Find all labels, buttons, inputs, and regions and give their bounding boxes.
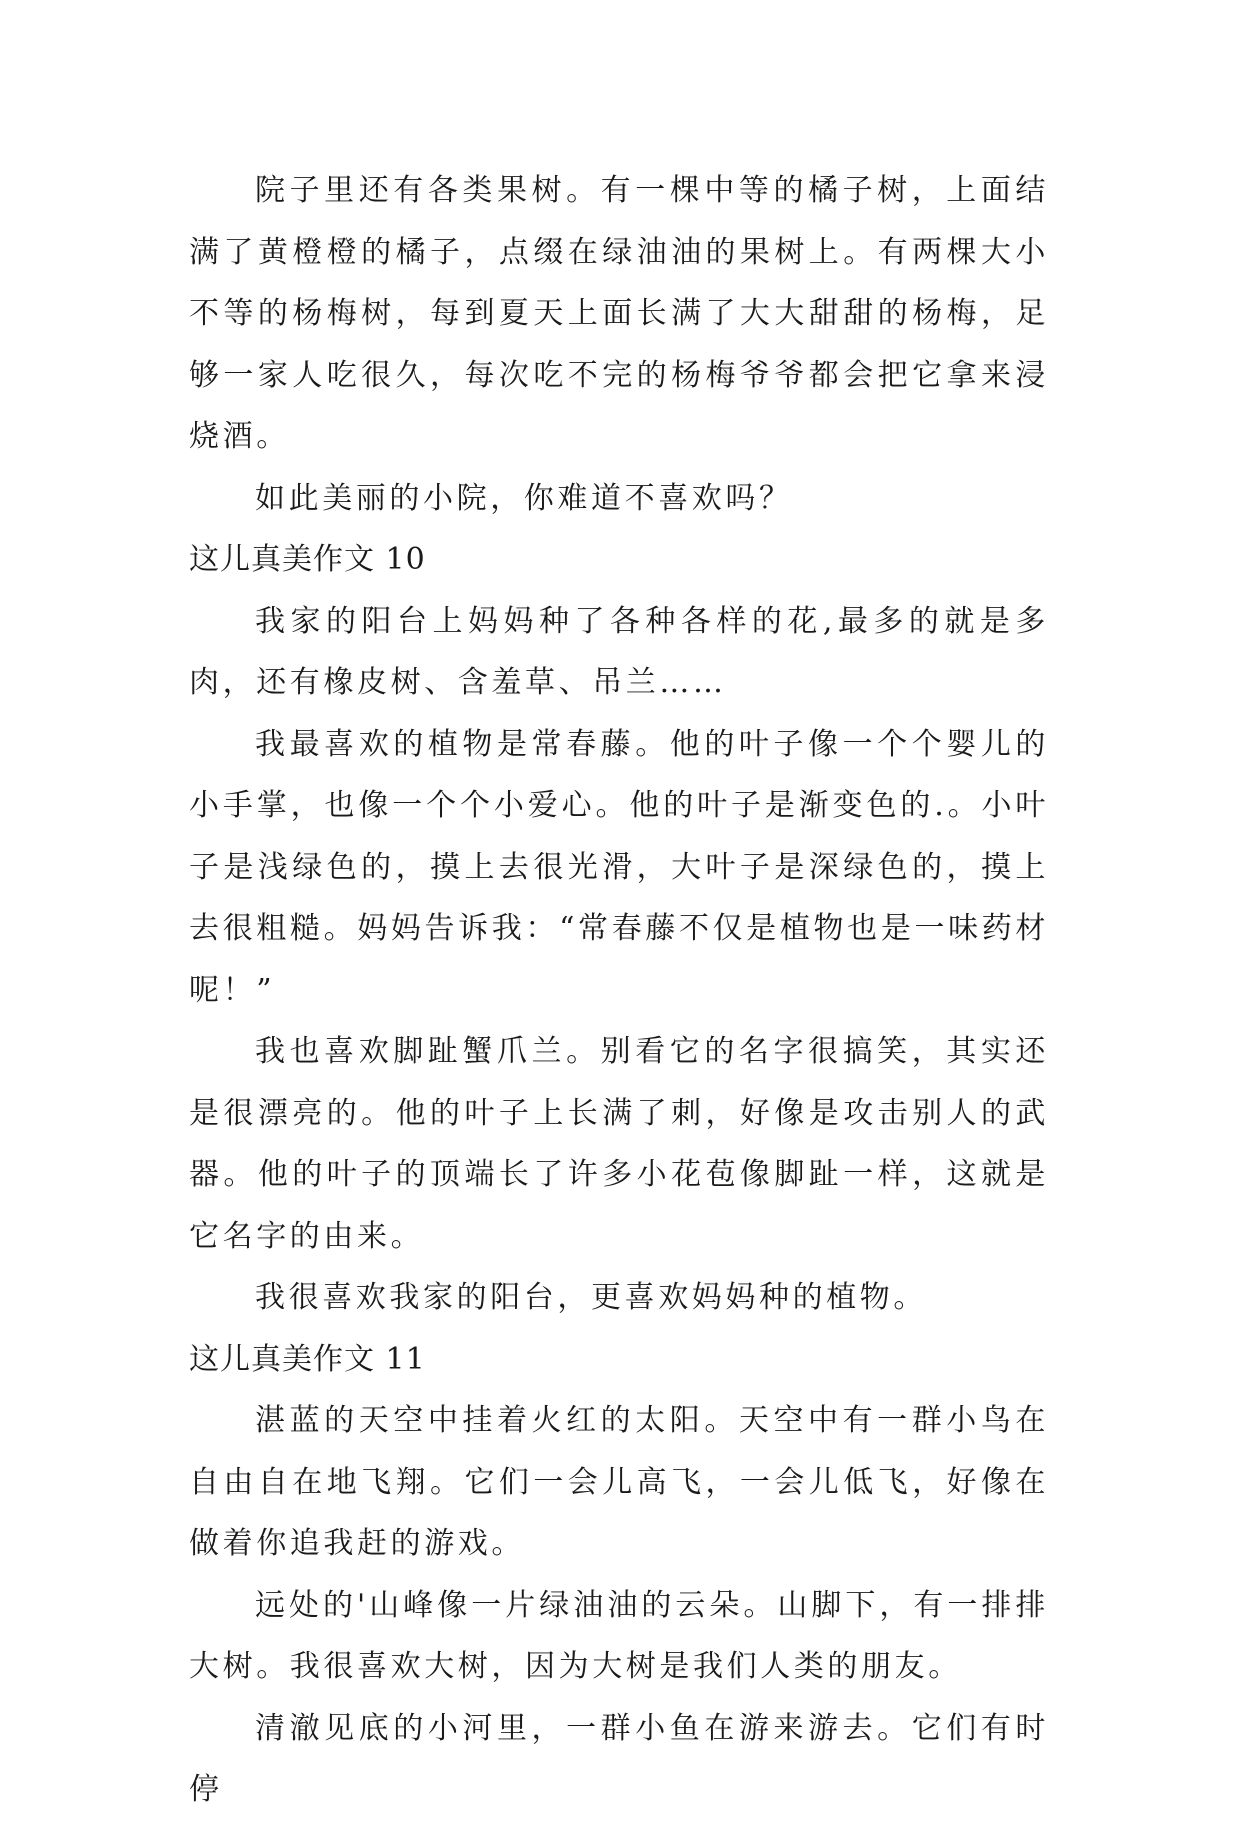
paragraph-balcony-flowers: 我家的阳台上妈妈种了各种各样的花,最多的就是多肉，还有橡皮树、含羞草、吊兰…… [189,603,1049,700]
paragraph-fruit-trees: 院子里还有各类果树。有一棵中等的橘子树，上面结满了黄橙橙的橘子，点缀在绿油油的果树上。有两棵大小不等的杨梅树，每到夏天上面长满了大大甜甜的杨梅，足够一家人吃很久，每次吃不完的杨梅爷爷都会把它拿来浸烧酒。 [189,173,1049,454]
document-body [189,160,1049,1821]
paragraph-river-fish: 清澈见底的小河里，一群小鱼在游来游去。它们有时停 [189,1710,1049,1807]
paragraph-crab-cactus: 我也喜欢脚趾蟹爪兰。别看它的名字很搞笑，其实还是很漂亮的。他的叶子上长满了刺，好像是攻击别人的武器。他的叶子的顶端长了许多小花苞像脚趾一样，这就是它名字的由来。 [189,1034,1049,1254]
paragraph-ivy: 我最喜欢的植物是常春藤。他的叶子像一个个婴儿的小手掌，也像一个个小爱心。他的叶子是渐变色的.。小叶子是浅绿色的，摸上去很光滑，大叶子是深绿色的，摸上去很粗糙。妈妈告诉我：“常春藤不仅是植物也是一味药材呢！” [189,726,1049,1008]
paragraph-courtyard-question: 如此美丽的小院，你难道不喜欢吗？ [255,480,793,516]
essay-heading-11: 这儿真美作文 11 [189,1341,426,1377]
essay-heading-10: 这儿真美作文 10 [189,542,426,577]
paragraph-sky-birds: 湛蓝的天空中挂着火红的太阳。天空中有一群小鸟在自由自在地飞翔。它们一会儿高飞，一会儿低飞，好像在做着你追我赶的游戏。 [189,1403,1049,1561]
paragraph-mountains-trees: 远处的'山峰像一片绿油油的云朵。山脚下，有一排排大树。我很喜欢大树，因为大树是我们人类的朋友。 [189,1587,1049,1684]
paragraph-balcony-love: 我很喜欢我家的阳台，更喜欢妈妈种的植物。 [255,1280,927,1315]
